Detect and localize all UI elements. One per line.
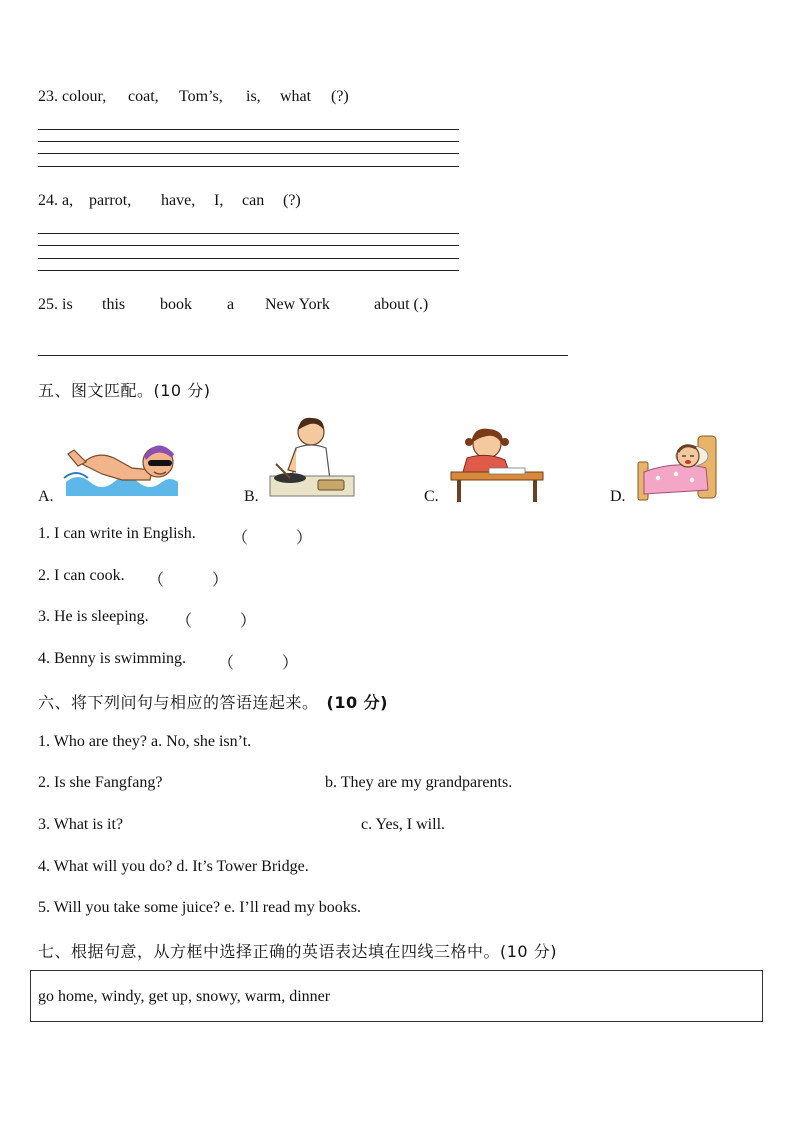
- section6-title: [38, 690, 388, 713]
- q25-word: New York: [265, 296, 330, 313]
- sleeping-boy-icon: [636, 432, 720, 502]
- option-letter-c: C.: [424, 488, 439, 505]
- question-item[interactable]: 2. Is she Fangfang?: [38, 774, 163, 791]
- answer-bracket[interactable]: （ ）: [176, 613, 257, 630]
- option-letter-d: D.: [610, 488, 626, 505]
- answer-bracket[interactable]: （ ）: [218, 655, 299, 672]
- section6-score: (10 分): [326, 693, 388, 712]
- match-item-1: 1. I can write in English.: [38, 525, 196, 542]
- q24-word: have,: [161, 192, 196, 209]
- section6-title-text: 六、将下列问句与相应的答语连起来。: [38, 693, 319, 712]
- q25-word: a: [227, 296, 235, 313]
- q23-word: is,: [246, 88, 261, 105]
- option-letter-b: B.: [244, 488, 259, 505]
- q24-word: can: [242, 192, 265, 209]
- swimmer-icon: [62, 432, 180, 498]
- q24-word: I,: [214, 192, 224, 209]
- writing-line: [38, 153, 459, 154]
- section7-title: 七、根据句意，从方框中选择正确的英语表达填在四线三格中。(10 分): [38, 942, 557, 961]
- question-item[interactable]: 4. What will you do? d. It’s Tower Bridge.: [38, 858, 309, 875]
- writing-line: [38, 166, 459, 167]
- writing-line: [38, 245, 459, 246]
- match-item-3: 3. He is sleeping.: [38, 608, 149, 625]
- q25-word: is: [62, 296, 73, 313]
- section5-title: 五、图文匹配。(10 分): [38, 381, 211, 400]
- answer-item[interactable]: b. They are my grandparents.: [325, 774, 513, 791]
- match-item-4: 4. Benny is swimming.: [38, 650, 187, 667]
- q24-word: a,: [62, 192, 74, 209]
- writing-line: [38, 270, 459, 271]
- word-box-text: go home, windy, get up, snowy, warm, dinner: [38, 988, 331, 1005]
- option-letter-a: A.: [38, 488, 54, 505]
- q23-word: (?): [331, 88, 349, 105]
- cooking-icon: [266, 414, 356, 502]
- q23-word: Tom’s,: [179, 88, 223, 105]
- q23-word: what: [280, 88, 312, 105]
- match-item-2: 2. I can cook.: [38, 567, 125, 584]
- word-box: [30, 970, 763, 1022]
- answer-bracket[interactable]: （ ）: [148, 572, 229, 589]
- question-item[interactable]: 3. What is it?: [38, 816, 124, 833]
- q23-word: colour,: [62, 88, 107, 105]
- writing-girl-icon: [449, 426, 545, 502]
- writing-line: [38, 258, 459, 259]
- writing-line: [38, 129, 459, 130]
- q24-number: 24.: [38, 192, 58, 209]
- writing-line: [38, 233, 459, 234]
- q24-word: parrot,: [89, 192, 132, 209]
- answer-item[interactable]: c. Yes, I will.: [361, 816, 446, 833]
- question-item[interactable]: 5. Will you take some juice? e. I’ll read my books.: [38, 899, 361, 916]
- q25-answer-line[interactable]: [38, 355, 568, 356]
- q24-word: (?): [283, 192, 301, 209]
- q23-word: coat,: [128, 88, 159, 105]
- question-item[interactable]: 1. Who are they? a. No, she isn’t.: [38, 733, 252, 750]
- q25-word: this: [102, 296, 126, 313]
- q25-number: 25.: [38, 296, 58, 313]
- q23-number: 23.: [38, 88, 58, 105]
- answer-bracket[interactable]: （ ）: [232, 530, 313, 547]
- q25-word: about (.): [374, 296, 429, 313]
- writing-line: [38, 141, 459, 142]
- q25-word: book: [160, 296, 192, 313]
